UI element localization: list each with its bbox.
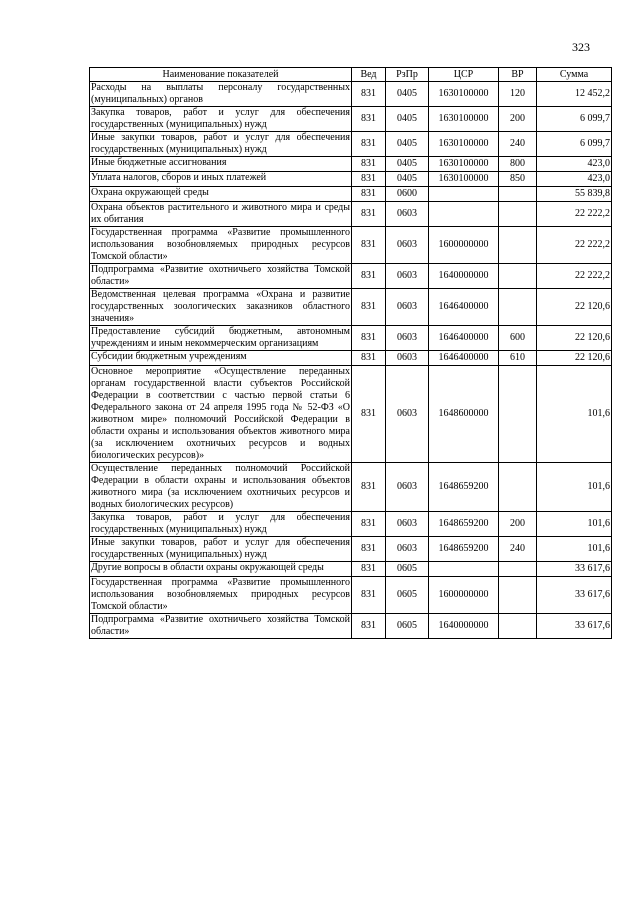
col-header-csr: ЦСР [429, 68, 499, 82]
cell-sum: 22 222,2 [537, 227, 612, 264]
cell-sum: 101,6 [537, 366, 612, 463]
cell-sum: 22 222,2 [537, 264, 612, 289]
cell-name: Расходы на выплаты персоналу государственных (муниципальных) органов [91, 82, 350, 105]
table-row [90, 577, 612, 614]
cell-rzpr: 0405 [386, 82, 429, 107]
cell-vr: 200 [499, 512, 537, 537]
cell-sum: 423,0 [537, 157, 612, 172]
cell-ved: 831 [352, 187, 386, 202]
cell-vr: 610 [499, 351, 537, 366]
cell-rzpr: 0605 [386, 562, 429, 577]
table-row [90, 132, 612, 157]
cell-sum: 101,6 [537, 537, 612, 562]
cell-rzpr: 0405 [386, 132, 429, 157]
table-row [90, 512, 612, 537]
table-row [90, 157, 612, 172]
cell-csr: 1646400000 [429, 289, 499, 326]
table-row [90, 351, 612, 366]
cell-rzpr: 0603 [386, 537, 429, 562]
col-header-name: Наименование показателей [90, 68, 352, 82]
cell-ved: 831 [352, 537, 386, 562]
cell-vr [499, 227, 537, 264]
cell-csr: 1646400000 [429, 326, 499, 351]
table-row [90, 82, 612, 107]
col-header-rzpr: РзПр [386, 68, 429, 82]
cell-csr: 1646400000 [429, 351, 499, 366]
cell-name: Иные закупки товаров, работ и услуг для обеспечения государственных (муниципальных) нужд [91, 132, 350, 155]
cell-vr: 600 [499, 326, 537, 351]
cell-sum: 22 120,6 [537, 351, 612, 366]
cell-ved: 831 [352, 614, 386, 639]
col-header-vr: ВР [499, 68, 537, 82]
cell-csr: 1630100000 [429, 172, 499, 187]
cell-name: Иные закупки товаров, работ и услуг для обеспечения государственных (муниципальных) нужд [91, 537, 350, 560]
cell-rzpr: 0605 [386, 577, 429, 614]
cell-name: Другие вопросы в области охраны окружающей среды [90, 562, 352, 577]
cell-ved: 831 [352, 577, 386, 614]
cell-sum: 12 452,2 [537, 82, 612, 107]
cell-rzpr: 0603 [386, 366, 429, 463]
cell-sum: 22 120,6 [537, 326, 612, 351]
table-row [90, 614, 612, 639]
cell-name: Закупка товаров, работ и услуг для обеспечения государственных (муниципальных) нужд [91, 512, 350, 535]
cell-rzpr: 0603 [386, 264, 429, 289]
cell-rzpr: 0603 [386, 227, 429, 264]
cell-sum: 33 617,6 [537, 562, 612, 577]
table-row [90, 289, 612, 326]
table-row [90, 187, 612, 202]
cell-ved: 831 [352, 366, 386, 463]
cell-rzpr: 0603 [386, 289, 429, 326]
cell-vr [499, 202, 537, 227]
table-row [90, 202, 612, 227]
cell-sum: 33 617,6 [537, 614, 612, 639]
cell-rzpr: 0603 [386, 326, 429, 351]
cell-csr: 1648659200 [429, 463, 499, 512]
cell-sum: 22 120,6 [537, 289, 612, 326]
cell-csr [429, 562, 499, 577]
cell-vr [499, 187, 537, 202]
cell-vr: 800 [499, 157, 537, 172]
col-header-sum: Сумма [537, 68, 612, 82]
cell-csr: 1648659200 [429, 512, 499, 537]
cell-name: Уплата налогов, сборов и иных платежей [90, 172, 352, 187]
cell-rzpr: 0405 [386, 157, 429, 172]
cell-csr: 1600000000 [429, 577, 499, 614]
cell-sum: 6 099,7 [537, 132, 612, 157]
cell-ved: 831 [352, 172, 386, 187]
cell-ved: 831 [352, 132, 386, 157]
cell-sum: 6 099,7 [537, 107, 612, 132]
cell-name: Подпрограмма «Развитие охотничьего хозяйства Томской области» [91, 264, 350, 287]
cell-name: Подпрограмма «Развитие охотничьего хозяйства Томской области» [91, 614, 350, 637]
cell-ved: 831 [352, 562, 386, 577]
cell-name: Закупка товаров, работ и услуг для обеспечения государственных (муниципальных) нужд [91, 107, 350, 130]
table-row [90, 326, 612, 351]
cell-ved: 831 [352, 202, 386, 227]
table-row [90, 537, 612, 562]
cell-name: Государственная программа «Развитие промышленного использования возобновляемых природных ресурсов Томской области» [91, 577, 350, 612]
cell-csr: 1640000000 [429, 264, 499, 289]
cell-csr: 1648600000 [429, 366, 499, 463]
cell-vr [499, 289, 537, 326]
cell-ved: 831 [352, 157, 386, 172]
cell-name: Предоставление субсидий бюджетным, автономным учреждениям и иным некоммерческим организациям [91, 326, 350, 349]
cell-rzpr: 0405 [386, 107, 429, 132]
cell-rzpr: 0603 [386, 463, 429, 512]
cell-vr [499, 562, 537, 577]
cell-csr [429, 202, 499, 227]
cell-rzpr: 0405 [386, 172, 429, 187]
cell-ved: 831 [352, 82, 386, 107]
table-header-row [90, 68, 612, 82]
cell-ved: 831 [352, 463, 386, 512]
cell-csr: 1630100000 [429, 82, 499, 107]
cell-vr [499, 577, 537, 614]
budget-table [89, 67, 612, 639]
cell-csr: 1648659200 [429, 537, 499, 562]
cell-ved: 831 [352, 107, 386, 132]
cell-ved: 831 [352, 289, 386, 326]
cell-sum: 22 222,2 [537, 202, 612, 227]
cell-vr: 200 [499, 107, 537, 132]
cell-rzpr: 0603 [386, 351, 429, 366]
cell-vr [499, 366, 537, 463]
table-body [90, 82, 612, 639]
cell-ved: 831 [352, 512, 386, 537]
cell-name: Субсидии бюджетным учреждениям [90, 351, 352, 366]
cell-vr: 120 [499, 82, 537, 107]
cell-vr: 850 [499, 172, 537, 187]
cell-rzpr: 0605 [386, 614, 429, 639]
cell-csr: 1630100000 [429, 157, 499, 172]
cell-csr: 1600000000 [429, 227, 499, 264]
cell-sum: 33 617,6 [537, 577, 612, 614]
col-header-ved: Вед [352, 68, 386, 82]
cell-rzpr: 0603 [386, 512, 429, 537]
cell-name: Охрана объектов растительного и животного мира и среды их обитания [91, 202, 350, 225]
cell-ved: 831 [352, 227, 386, 264]
cell-vr [499, 463, 537, 512]
table-row [90, 463, 612, 512]
table-row [90, 366, 612, 463]
table-row [90, 227, 612, 264]
cell-vr: 240 [499, 132, 537, 157]
cell-name: Государственная программа «Развитие промышленного использования возобновляемых природных ресурсов Томской области» [91, 227, 350, 262]
table-row [90, 264, 612, 289]
cell-csr [429, 187, 499, 202]
page-number: 323 [572, 40, 590, 54]
table-row [90, 562, 612, 577]
cell-vr: 240 [499, 537, 537, 562]
cell-sum: 423,0 [537, 172, 612, 187]
cell-name: Иные бюджетные ассигнования [90, 157, 352, 172]
cell-vr [499, 614, 537, 639]
cell-sum: 101,6 [537, 463, 612, 512]
cell-ved: 831 [352, 351, 386, 366]
cell-name: Ведомственная целевая программа «Охрана и развитие государственных зоологических заказников областного значения» [91, 289, 350, 324]
cell-name: Охрана окружающей среды [90, 187, 352, 202]
cell-rzpr: 0603 [386, 202, 429, 227]
cell-rzpr: 0600 [386, 187, 429, 202]
cell-name: Осуществление переданных полномочий Российской Федерации в области охраны и использования объектов животного мира (за исключением охотничьих ресурсов и водных биологических ресурсов) [91, 463, 350, 510]
cell-csr: 1630100000 [429, 132, 499, 157]
cell-ved: 831 [352, 264, 386, 289]
table-row [90, 172, 612, 187]
cell-ved: 831 [352, 326, 386, 351]
cell-vr [499, 264, 537, 289]
cell-name: Основное мероприятие «Осуществление переданных органам государственной власти субъектов Российской Федерации в соответствии с частью первой статьи 6 Федерального закона от 24 апреля 1995 года № 52-ФЗ «О животном мире» полномочий Российской Федерации в области охраны и использования объектов животного мира (за исключением охотничьих ресурсов и водных биологических ресурсов)» [91, 366, 350, 461]
cell-sum: 55 839,8 [537, 187, 612, 202]
table-row [90, 107, 612, 132]
cell-csr: 1640000000 [429, 614, 499, 639]
cell-sum: 101,6 [537, 512, 612, 537]
cell-csr: 1630100000 [429, 107, 499, 132]
